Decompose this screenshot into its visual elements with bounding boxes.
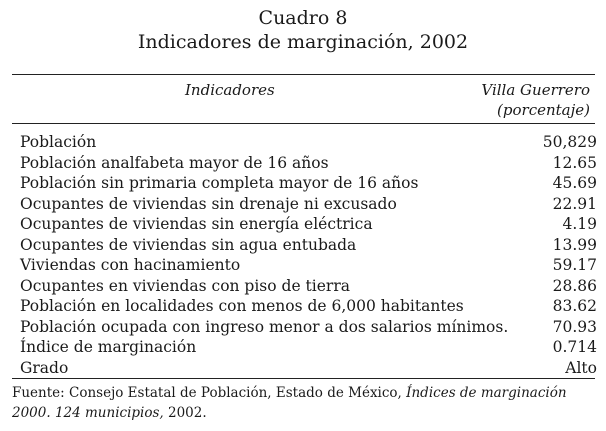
source-prefix: Fuente: Consejo Estatal de Población, Estado de México, xyxy=(12,385,407,401)
table-row xyxy=(20,132,597,153)
row-label: Población xyxy=(20,133,97,151)
row-value: 45.69 xyxy=(552,174,597,192)
row-value: 50,829 xyxy=(542,133,597,151)
row-label: Viviendas con hacinamiento xyxy=(20,256,241,274)
row-value: 28.86 xyxy=(552,276,597,295)
table-row xyxy=(20,255,597,276)
table-row xyxy=(20,194,597,215)
row-label: Índice de marginación xyxy=(20,338,197,356)
table-row xyxy=(20,153,597,174)
row-value: Alto xyxy=(565,358,597,377)
table-row xyxy=(20,235,597,256)
row-label: Ocupantes de viviendas sin energía eléctrica xyxy=(20,215,373,233)
row-value: 70.93 xyxy=(552,317,597,336)
row-label: Ocupantes de viviendas sin drenaje ni excusado xyxy=(20,194,397,213)
header-rule xyxy=(12,123,595,124)
row-value: 12.65 xyxy=(552,153,597,172)
table-number: Cuadro 8 xyxy=(258,7,348,29)
row-value: 22.91 xyxy=(552,194,597,213)
table-row xyxy=(20,276,597,297)
table-row xyxy=(20,317,597,338)
table-title xyxy=(0,6,606,54)
table-row xyxy=(20,214,597,235)
table-caption: Indicadores de marginación, 2002 xyxy=(137,31,469,53)
column-header-line1: Villa Guerrero xyxy=(481,81,590,99)
column-header-villa-guerrero xyxy=(481,80,590,120)
row-value: 83.62 xyxy=(552,297,597,315)
row-value: 59.17 xyxy=(552,256,597,274)
table-row xyxy=(20,358,597,379)
source-suffix: 2002. xyxy=(163,405,207,421)
source-title: Índices de marginación 2000. 124 municipios, xyxy=(12,385,567,421)
source-note xyxy=(12,383,598,423)
row-label: Ocupantes en viviendas con piso de tierra xyxy=(20,276,350,295)
column-header-line2: (porcentaje) xyxy=(497,101,590,119)
row-value: 4.19 xyxy=(562,215,597,233)
table-row xyxy=(20,173,597,194)
bottom-rule xyxy=(12,378,595,379)
row-label: Ocupantes de viviendas sin agua entubada xyxy=(20,235,357,254)
top-rule xyxy=(12,74,595,75)
row-label: Grado xyxy=(20,358,69,377)
table-body xyxy=(20,132,597,378)
column-header-indicators: Indicadores xyxy=(185,81,275,99)
row-value: 13.99 xyxy=(552,235,597,254)
row-label: Población sin primaria completa mayor de 16 años xyxy=(20,174,419,192)
row-label: Población en localidades con menos de 6,000 habitantes xyxy=(20,297,464,315)
table-row xyxy=(20,337,597,358)
row-label: Población analfabeta mayor de 16 años xyxy=(20,153,329,172)
table-row xyxy=(20,296,597,317)
row-label: Población ocupada con ingreso menor a dos salarios mínimos. xyxy=(20,317,509,336)
row-value: 0.714 xyxy=(552,338,597,356)
